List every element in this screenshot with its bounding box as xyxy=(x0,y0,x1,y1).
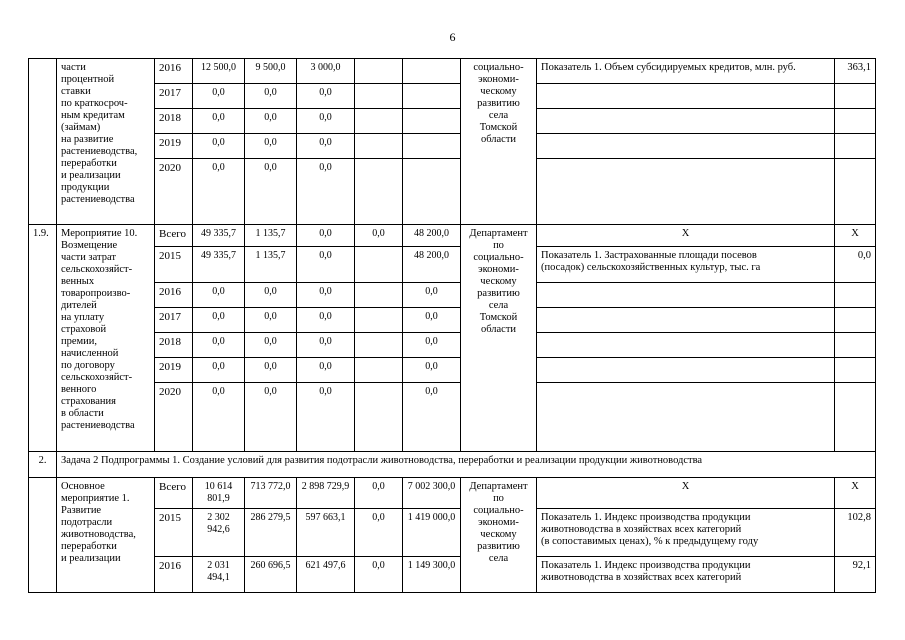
federal-amount: 0,0 xyxy=(245,383,297,452)
total-amount: 49 335,7 xyxy=(193,225,245,247)
table-row xyxy=(29,225,876,247)
total-amount: 0,0 xyxy=(193,109,245,134)
indicator-value xyxy=(835,383,876,452)
regional-amount: 0,0 xyxy=(297,383,355,452)
year-cell: 2018 xyxy=(155,333,193,358)
total-amount: 0,0 xyxy=(193,159,245,225)
year-cell: 2015 xyxy=(155,509,193,557)
regional-amount: 0,0 xyxy=(297,358,355,383)
indicator-cell xyxy=(537,358,835,383)
indicator-cell: Показатель 1. Объем субсидируемых кредитов, млн. руб. xyxy=(537,59,835,84)
table-row xyxy=(29,308,876,333)
table-row xyxy=(29,509,876,557)
indicator-value: 102,8 xyxy=(835,509,876,557)
table-row xyxy=(29,358,876,383)
federal-amount: 0,0 xyxy=(245,159,297,225)
year-cell: 2017 xyxy=(155,308,193,333)
year-cell: 2016 xyxy=(155,283,193,308)
year-cell: Всего xyxy=(155,225,193,247)
indicator-cell xyxy=(537,283,835,308)
regional-amount: 621 497,6 xyxy=(297,557,355,593)
measure-name: части процентной ставки по краткосроч- ным кредитам (займам) на развитие растениеводства, переработки и реализации продукции растениеводства xyxy=(57,59,155,225)
table-row xyxy=(29,283,876,308)
indicator-value xyxy=(835,159,876,225)
federal-amount: 0,0 xyxy=(245,283,297,308)
regional-amount: 0,0 xyxy=(297,84,355,109)
local-amount xyxy=(355,383,403,452)
indicator-cell xyxy=(537,159,835,225)
local-amount: 0,0 xyxy=(355,478,403,509)
year-cell: 2018 xyxy=(155,109,193,134)
extra-budget-amount: 0,0 xyxy=(403,283,461,308)
indicator-value: 363,1 xyxy=(835,59,876,84)
indicator-value xyxy=(835,84,876,109)
regional-amount: 0,0 xyxy=(297,225,355,247)
indicator-value: 0,0 xyxy=(835,247,876,283)
executor-cell: Департамент по социально- экономи- ческому развитию села Томской области xyxy=(461,225,537,452)
year-cell: Всего xyxy=(155,478,193,509)
local-amount xyxy=(355,308,403,333)
table-row xyxy=(29,84,876,109)
indicator-value xyxy=(835,283,876,308)
total-amount: 2 302 942,6 xyxy=(193,509,245,557)
regional-amount: 0,0 xyxy=(297,333,355,358)
indicator-cell: X xyxy=(537,225,835,247)
extra-budget-amount xyxy=(403,134,461,159)
federal-amount: 1 135,7 xyxy=(245,225,297,247)
year-cell: 2020 xyxy=(155,383,193,452)
federal-amount: 286 279,5 xyxy=(245,509,297,557)
extra-budget-amount: 7 002 300,0 xyxy=(403,478,461,509)
indicator-value xyxy=(835,308,876,333)
indicator-cell xyxy=(537,84,835,109)
table-row xyxy=(29,247,876,283)
extra-budget-amount: 1 149 300,0 xyxy=(403,557,461,593)
total-amount: 10 614 801,9 xyxy=(193,478,245,509)
extra-budget-amount: 1 419 000,0 xyxy=(403,509,461,557)
regional-amount: 0,0 xyxy=(297,247,355,283)
federal-amount: 260 696,5 xyxy=(245,557,297,593)
table-row xyxy=(29,109,876,134)
local-amount xyxy=(355,59,403,84)
federal-amount: 0,0 xyxy=(245,134,297,159)
table-row xyxy=(29,478,876,509)
local-amount xyxy=(355,358,403,383)
extra-budget-amount: 0,0 xyxy=(403,358,461,383)
total-amount: 0,0 xyxy=(193,308,245,333)
extra-budget-amount xyxy=(403,109,461,134)
local-amount xyxy=(355,159,403,225)
indicator-cell xyxy=(537,134,835,159)
federal-amount: 713 772,0 xyxy=(245,478,297,509)
local-amount xyxy=(355,109,403,134)
table-row xyxy=(29,383,876,452)
program-table xyxy=(28,58,876,593)
indicator-cell xyxy=(537,109,835,134)
indicator-cell xyxy=(537,308,835,333)
extra-budget-amount: 48 200,0 xyxy=(403,225,461,247)
indicator-cell: Показатель 1. Индекс производства продукции животноводства в хозяйствах всех категорий xyxy=(537,557,835,593)
year-cell: 2019 xyxy=(155,358,193,383)
regional-amount: 597 663,1 xyxy=(297,509,355,557)
regional-amount: 2 898 729,9 xyxy=(297,478,355,509)
table-row xyxy=(29,159,876,225)
executor-cell: Департамент по социально- экономи- ческому развитию села xyxy=(461,478,537,593)
total-amount: 49 335,7 xyxy=(193,247,245,283)
indicator-cell: Показатель 1. Застрахованные площади посевов (посадок) сельскохозяйственных культур, тыс. га xyxy=(537,247,835,283)
table-row xyxy=(29,134,876,159)
year-cell: 2016 xyxy=(155,557,193,593)
total-amount: 0,0 xyxy=(193,358,245,383)
task-row xyxy=(29,452,876,478)
indicator-value: X xyxy=(835,225,876,247)
regional-amount: 3 000,0 xyxy=(297,59,355,84)
row-number xyxy=(29,478,57,593)
row-number: 1.9. xyxy=(29,225,57,452)
local-amount xyxy=(355,247,403,283)
federal-amount: 1 135,7 xyxy=(245,247,297,283)
total-amount: 0,0 xyxy=(193,84,245,109)
indicator-value: X xyxy=(835,478,876,509)
task-title: Задача 2 Подпрограммы 1. Создание условий для развития подотрасли животноводства, переработки и реализации продукции животноводства xyxy=(57,452,876,478)
indicator-value xyxy=(835,134,876,159)
extra-budget-amount xyxy=(403,84,461,109)
local-amount: 0,0 xyxy=(355,557,403,593)
table-row xyxy=(29,59,876,84)
federal-amount: 0,0 xyxy=(245,84,297,109)
local-amount xyxy=(355,134,403,159)
local-amount xyxy=(355,283,403,308)
indicator-value xyxy=(835,109,876,134)
total-amount: 0,0 xyxy=(193,333,245,358)
extra-budget-amount xyxy=(403,159,461,225)
local-amount xyxy=(355,84,403,109)
federal-amount: 9 500,0 xyxy=(245,59,297,84)
indicator-value xyxy=(835,333,876,358)
extra-budget-amount: 0,0 xyxy=(403,308,461,333)
federal-amount: 0,0 xyxy=(245,333,297,358)
row-number xyxy=(29,59,57,225)
extra-budget-amount xyxy=(403,59,461,84)
indicator-cell xyxy=(537,383,835,452)
local-amount: 0,0 xyxy=(355,509,403,557)
total-amount: 12 500,0 xyxy=(193,59,245,84)
indicator-value xyxy=(835,358,876,383)
indicator-cell: X xyxy=(537,478,835,509)
regional-amount: 0,0 xyxy=(297,109,355,134)
measure-name: Основное мероприятие 1. Развитие подотрасли животноводства, переработки и реализации xyxy=(57,478,155,593)
federal-amount: 0,0 xyxy=(245,308,297,333)
federal-amount: 0,0 xyxy=(245,358,297,383)
local-amount: 0,0 xyxy=(355,225,403,247)
table-row xyxy=(29,557,876,593)
year-cell: 2017 xyxy=(155,84,193,109)
table-row xyxy=(29,333,876,358)
indicator-value: 92,1 xyxy=(835,557,876,593)
total-amount: 0,0 xyxy=(193,134,245,159)
year-cell: 2020 xyxy=(155,159,193,225)
measure-name: Мероприятие 10. Возмещение части затрат сельскохозяйст- венных товаропроизво- дителей на уплату страховой премии, начисленной по договору сельскохозяйст- венного страхования в области растениеводства xyxy=(57,225,155,452)
regional-amount: 0,0 xyxy=(297,159,355,225)
total-amount: 0,0 xyxy=(193,383,245,452)
regional-amount: 0,0 xyxy=(297,308,355,333)
executor-cell: социально- экономи- ческому развитию села Томской области xyxy=(461,59,537,225)
indicator-cell: Показатель 1. Индекс производства продукции животноводства в хозяйствах всех категорий (в сопоставимых ценах), % к предыдущему году xyxy=(537,509,835,557)
extra-budget-amount: 48 200,0 xyxy=(403,247,461,283)
extra-budget-amount: 0,0 xyxy=(403,383,461,452)
task-number: 2. xyxy=(29,452,57,478)
local-amount xyxy=(355,333,403,358)
year-cell: 2016 xyxy=(155,59,193,84)
page-number: 6 xyxy=(449,30,456,44)
indicator-cell xyxy=(537,333,835,358)
federal-amount: 0,0 xyxy=(245,109,297,134)
regional-amount: 0,0 xyxy=(297,283,355,308)
extra-budget-amount: 0,0 xyxy=(403,333,461,358)
total-amount: 2 031 494,1 xyxy=(193,557,245,593)
year-cell: 2015 xyxy=(155,247,193,283)
year-cell: 2019 xyxy=(155,134,193,159)
total-amount: 0,0 xyxy=(193,283,245,308)
regional-amount: 0,0 xyxy=(297,134,355,159)
